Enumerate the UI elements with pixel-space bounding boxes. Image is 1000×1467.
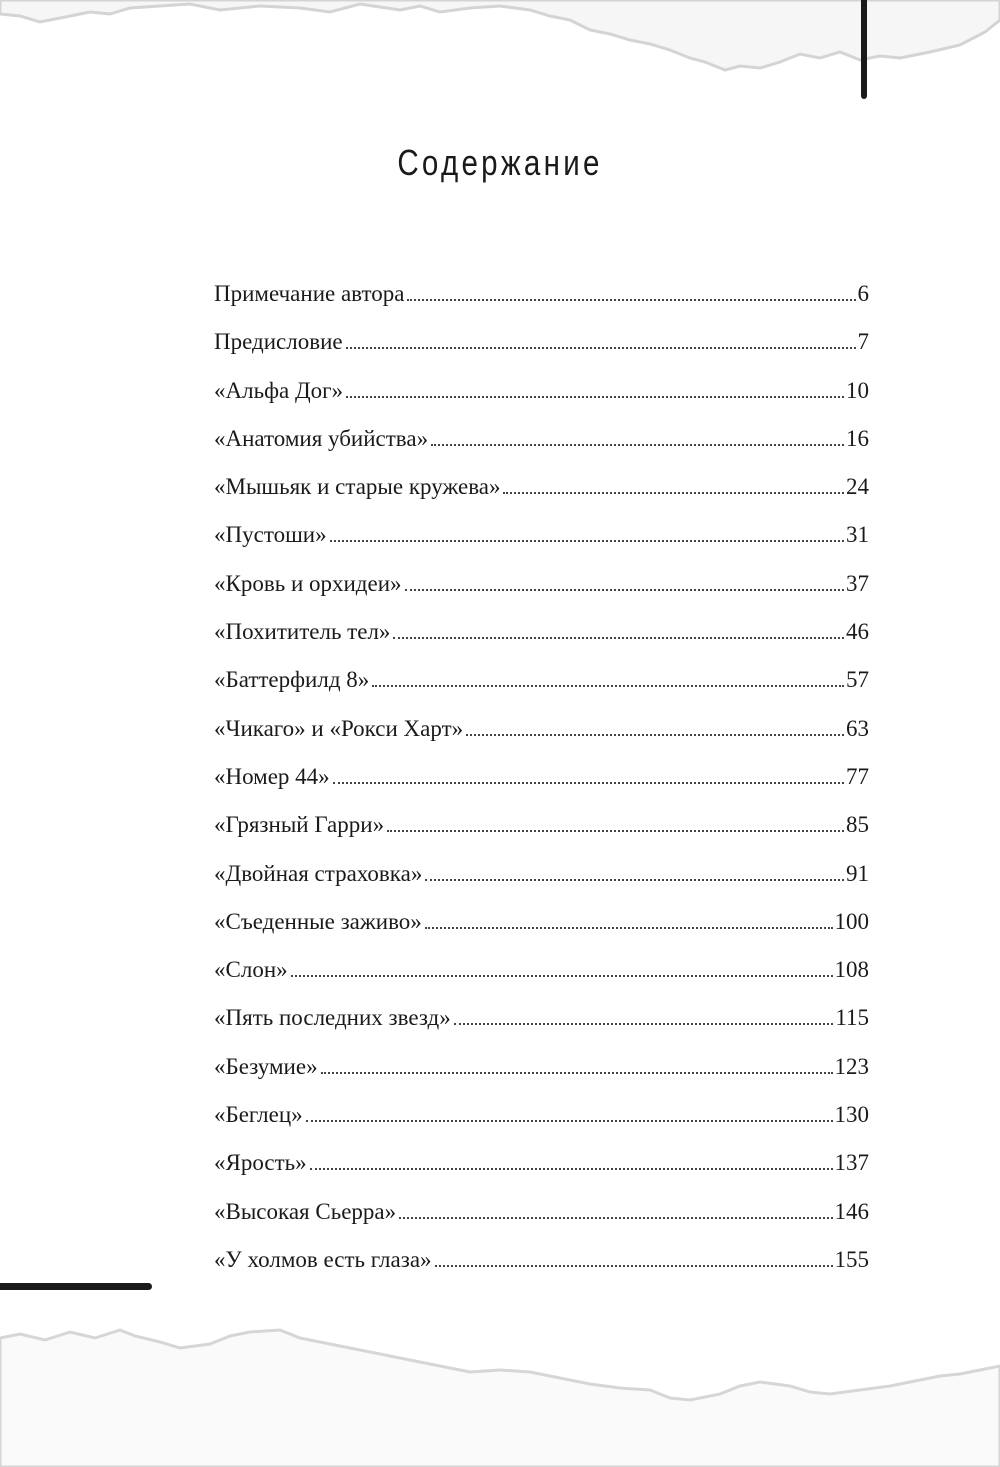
toc-entry-page: 108 [834,957,869,983]
toc-entry-title: «Пустоши» [214,522,327,548]
toc-entry-page: 137 [834,1150,869,1176]
dot-leader [333,782,844,784]
dot-leader [346,347,856,349]
toc-entry-title: «У холмов есть глаза» [214,1246,432,1272]
dot-leader [306,1120,833,1122]
dot-leader [393,637,844,639]
toc-entry[interactable] [214,571,869,619]
toc-entry-page: 85 [846,812,869,838]
toc-entry-title: «Съеденные заживо» [214,908,422,934]
dot-leader [399,1217,832,1219]
horizontal-accent-bar [0,1283,152,1290]
toc-entry-page: 46 [846,619,869,645]
torn-paper-bottom-decoration [0,1320,1000,1467]
dot-leader [310,1168,833,1170]
page-title: Содержание [397,142,603,183]
dot-leader [372,685,844,687]
dot-leader [425,927,833,929]
toc-entry-title: «Беглец» [214,1102,303,1128]
toc-entry-title: «Мышьяк и старые кружева» [214,474,501,500]
dot-leader [291,975,833,977]
toc-entry-title: «Слон» [214,957,288,983]
dot-leader [346,396,844,398]
toc-entry[interactable] [214,474,869,522]
toc-entry[interactable] [214,1102,869,1150]
toc-entry[interactable] [214,861,869,909]
toc-entry-title: «Чикаго» и «Рокси Харт» [214,715,464,741]
toc-entry-page: 37 [846,570,869,596]
toc-entry[interactable] [214,619,869,667]
toc-entry-page: 91 [846,860,869,886]
toc-entry-title: «Альфа Дог» [214,377,344,403]
dot-leader [503,492,844,494]
toc-entry[interactable] [214,378,869,426]
toc-entry[interactable] [214,667,869,715]
toc-entry-title: Предисловие [214,329,343,355]
toc-entry-page: 63 [846,715,869,741]
toc-entry-page: 77 [846,763,869,789]
toc-entry-page: 100 [834,908,869,934]
toc-entry-title: «Баттерфилд 8» [214,667,370,693]
toc-entry-title: «Безумие» [214,1053,318,1079]
dot-leader [387,830,844,832]
toc-entry-title: Примечание автора [214,281,405,306]
toc-entry-page: 130 [834,1102,869,1128]
toc-entry[interactable] [214,764,869,812]
toc-entry-title: «Ярость» [214,1150,307,1176]
toc-entry-page: 146 [834,1198,869,1224]
toc-entry-title: «Похититель тел» [214,619,391,645]
toc-entry-title: «Кровь и орхидеи» [214,570,402,596]
torn-paper-top-decoration [0,0,1000,80]
toc-entry[interactable] [214,716,869,764]
toc-entry[interactable] [214,1150,869,1198]
toc-entry[interactable] [214,909,869,957]
dot-leader [454,1023,834,1025]
toc-entry[interactable] [214,522,869,570]
toc-entry-title: «Номер 44» [214,763,330,789]
toc-entry-page: 115 [835,1005,869,1031]
table-of-contents [214,281,869,1295]
toc-entry[interactable] [214,957,869,1005]
toc-entry[interactable] [214,281,869,329]
toc-entry[interactable] [214,1054,869,1102]
dot-leader [425,879,844,881]
dot-leader [405,589,844,591]
toc-entry-title: «Высокая Сьерра» [214,1198,397,1224]
toc-entry-page: 6 [857,281,869,306]
toc-entry[interactable] [214,1005,869,1053]
toc-entry-page: 16 [846,425,869,451]
toc-entry[interactable] [214,1199,869,1247]
toc-entry-title: «Пять последних звезд» [214,1005,451,1031]
toc-entry-page: 31 [846,522,869,548]
dot-leader [435,1265,833,1267]
toc-entry-title: «Анатомия убийства» [214,425,429,451]
toc-entry-title: «Грязный Гарри» [214,812,385,838]
dot-leader [431,444,844,446]
toc-entry[interactable] [214,426,869,474]
dot-leader [321,1072,833,1074]
dot-leader [466,734,844,736]
dot-leader [330,540,844,542]
toc-entry-title: «Двойная страховка» [214,860,423,886]
toc-entry[interactable] [214,812,869,860]
toc-entry-page: 57 [846,667,869,693]
toc-entry[interactable] [214,1247,869,1295]
toc-entry-page: 7 [857,329,869,355]
toc-entry[interactable] [214,329,869,377]
toc-entry-page: 24 [846,474,869,500]
dot-leader [407,299,855,301]
vertical-accent-bar [861,0,867,99]
toc-entry-page: 155 [834,1246,869,1272]
toc-entry-page: 10 [846,377,869,403]
toc-entry-page: 123 [834,1053,869,1079]
